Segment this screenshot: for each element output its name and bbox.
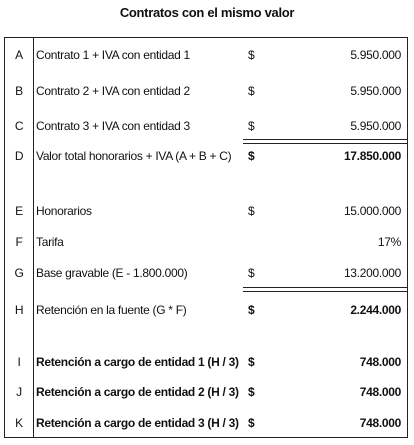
row-description: Contrato 3 + IVA con entidad 3 bbox=[36, 119, 190, 133]
table-row-c bbox=[5, 116, 407, 136]
row-description: Honorarios bbox=[36, 204, 92, 218]
currency-sign: $ bbox=[248, 204, 255, 218]
row-letter: H bbox=[14, 303, 24, 317]
row-description: Valor total honorarios + IVA (A + B + C) bbox=[36, 149, 232, 163]
row-letter: A bbox=[15, 48, 23, 62]
row-description: Retención a cargo de entidad 3 (H / 3) bbox=[36, 416, 239, 430]
row-letter: D bbox=[14, 149, 24, 163]
row-description: Retención a cargo de entidad 1 (H / 3) bbox=[36, 355, 239, 369]
table-row-h bbox=[5, 300, 407, 320]
currency-sign: $ bbox=[248, 149, 255, 163]
table-row-i bbox=[5, 352, 407, 372]
currency-sign: $ bbox=[248, 266, 255, 280]
table-row-g bbox=[5, 263, 407, 283]
row-description: Retención en la fuente (G * F) bbox=[36, 303, 187, 317]
row-amount: 17.850.000 bbox=[343, 149, 401, 163]
currency-sign: $ bbox=[248, 416, 255, 430]
table-title: Contratos con el mismo valor bbox=[119, 5, 295, 20]
row-amount: 748.000 bbox=[359, 416, 401, 430]
row-letter: F bbox=[15, 235, 23, 249]
row-letter: I bbox=[17, 355, 21, 369]
currency-sign: $ bbox=[248, 385, 255, 399]
table-row-a bbox=[5, 45, 407, 65]
row-description: Contrato 2 + IVA con entidad 2 bbox=[36, 84, 190, 98]
row-amount: 15.000.000 bbox=[343, 204, 401, 218]
currency-sign: $ bbox=[248, 48, 255, 62]
row-letter: B bbox=[15, 84, 23, 98]
currency-sign: $ bbox=[248, 119, 255, 133]
row-amount: 748.000 bbox=[359, 355, 401, 369]
row-amount: 2.244.000 bbox=[350, 303, 401, 317]
row-amount: 748.000 bbox=[359, 385, 401, 399]
table-row-j bbox=[5, 382, 407, 402]
currency-sign: $ bbox=[248, 355, 255, 369]
row-letter: K bbox=[15, 416, 23, 430]
contracts-table bbox=[4, 37, 408, 438]
row-amount: 5.950.000 bbox=[350, 48, 401, 62]
currency-sign: $ bbox=[248, 303, 255, 317]
row-amount: 5.950.000 bbox=[350, 119, 401, 133]
row-description: Tarifa bbox=[36, 235, 64, 249]
row-description: Contrato 1 + IVA con entidad 1 bbox=[36, 48, 190, 62]
table-row-k bbox=[5, 413, 407, 433]
total-double-rule bbox=[243, 139, 407, 144]
row-letter: C bbox=[14, 119, 24, 133]
row-description: Base gravable (E - 1.800.000) bbox=[36, 266, 188, 280]
row-letter: G bbox=[14, 266, 24, 280]
table-row-f bbox=[5, 232, 407, 252]
row-amount: 13.200.000 bbox=[343, 266, 401, 280]
subtotal-double-rule bbox=[243, 287, 407, 292]
table-row-d bbox=[5, 146, 407, 166]
row-letter: J bbox=[16, 385, 22, 399]
table-row-e bbox=[5, 201, 407, 221]
currency-sign: $ bbox=[248, 84, 255, 98]
table-row-b bbox=[5, 81, 407, 101]
row-description: Retención a cargo de entidad 2 (H / 3) bbox=[36, 385, 239, 399]
row-amount: 5.950.000 bbox=[350, 84, 401, 98]
row-amount: 17% bbox=[377, 235, 401, 249]
row-letter: E bbox=[15, 204, 23, 218]
